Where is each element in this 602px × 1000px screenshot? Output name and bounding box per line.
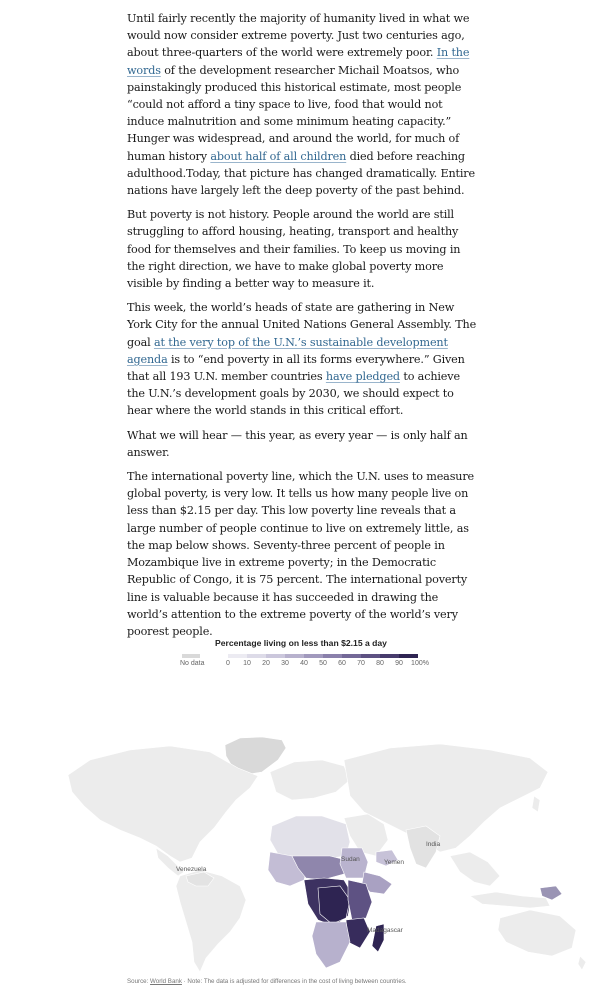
world-map (0, 680, 602, 975)
label-sudan: Sudan (341, 856, 360, 863)
legend (0, 652, 602, 672)
legend-ticks (0, 660, 602, 670)
legend-swatch-6 (342, 654, 361, 658)
link-have-pledged[interactable]: have pledged (325, 370, 400, 384)
southeast-asia (450, 852, 500, 886)
legend-tick: 50 (319, 660, 327, 667)
source-note: Source: World Bank · Note: The data is adjusted for differences in the cost of living between countries. (127, 978, 407, 985)
legend-swatch-4 (304, 654, 323, 658)
new-zealand (578, 956, 586, 970)
legend-tick: 90 (395, 660, 403, 667)
link-half-of-children[interactable]: about half of all children (210, 149, 347, 163)
paragraph-3: This week, the world’s heads of state are gathering in New York City for the annual United Nations General Assembly. The goal at the very top of the U.N.’s sustainable development agenda is to “end poverty in all its forms everywhere.” Given that all 193 U.N. member countries have pledged to achieve the U.N.’s development goals by 2030, we should expect to hear where the world stands in this critical effort. (127, 301, 477, 418)
paragraph-5: The international poverty line, which the U.N. uses to measure global poverty, is very low. It tells us how many people live on less than $2.15 per day. This low poverty line reveals that a large number of people continue to live on extremely little, as the map below shows. Seventy-three percent of people in Mozambique live in extreme poverty; in the Democratic Republic of Congo, it is 75 percent. The international poverty line is valuable because it has succeeded in drawing the world’s attention to the extreme poverty of the world’s very poorest people. (127, 470, 475, 638)
legend-color-scale (228, 654, 418, 658)
paragraph-2: But poverty is not history. People around the world are still struggling to afford housing, heating, transport and healthy food for themselves and their families. To keep us moving in the right direction, we have to make global poverty more visible by finding a better way to measure it. (127, 208, 461, 291)
label-madagascar: Madagascar (367, 927, 403, 934)
legend-tick: 10 (243, 660, 251, 667)
article-body (127, 10, 477, 647)
legend-tick: 40 (300, 660, 308, 667)
label-yemen: Yemen (384, 859, 404, 866)
paragraph-4: What we will hear — this year, as every year — is only half an answer. (127, 428, 468, 459)
europe (270, 760, 350, 800)
legend-tick: 60 (338, 660, 346, 667)
legend-swatch-1 (247, 654, 266, 658)
japan (532, 796, 540, 812)
label-venezuela: Venezuela (176, 866, 207, 873)
legend-swatch-7 (361, 654, 380, 658)
legend-tick: 80 (376, 660, 384, 667)
indonesia (470, 892, 550, 908)
chart-title: Percentage living on less than $2.15 a day (215, 638, 387, 648)
link-sdg-agenda[interactable]: at the very top of the U.N.’s sustainable development agenda (127, 335, 448, 366)
link-in-the-words[interactable]: In the words (127, 46, 470, 77)
source-link-world-bank[interactable]: World Bank (150, 978, 182, 985)
australia (498, 910, 576, 956)
north-america (68, 746, 258, 862)
poverty-map-graphic (0, 630, 602, 1000)
legend-swatch-3 (285, 654, 304, 658)
legend-tick: 100% (411, 660, 429, 667)
southern-africa (312, 922, 350, 968)
legend-tick: 70 (357, 660, 365, 667)
legend-swatch-8 (380, 654, 399, 658)
legend-swatch-2 (266, 654, 285, 658)
legend-swatch-0 (228, 654, 247, 658)
legend-swatch-5 (323, 654, 342, 658)
legend-tick: 30 (281, 660, 289, 667)
legend-tick: 0 (226, 660, 230, 667)
legend-tick: 20 (262, 660, 270, 667)
legend-swatch-9 (399, 654, 418, 658)
label-india: India (426, 841, 441, 848)
legend-nodata-swatch (182, 654, 200, 658)
legend-nodata-label: No data (180, 660, 205, 667)
paragraph-1: Until fairly recently the majority of humanity lived in what we would now consider extreme poverty. Just two centuries ago, about three-quarters of the world were extremely poor. In the words of the development researcher Michail Moatsos, who painstakingly produced this historical estimate, most people “could not afford a tiny space to live, food that would not induce malnutrition and some minimum heating capacity.” Hunger was widespread, and around the world, for much of human history about half of all children died before reaching adulthood.Today, that picture has changed dramatically. Entire nations have largely left the deep poverty of the past behind. (127, 12, 475, 198)
south-america (176, 870, 246, 972)
